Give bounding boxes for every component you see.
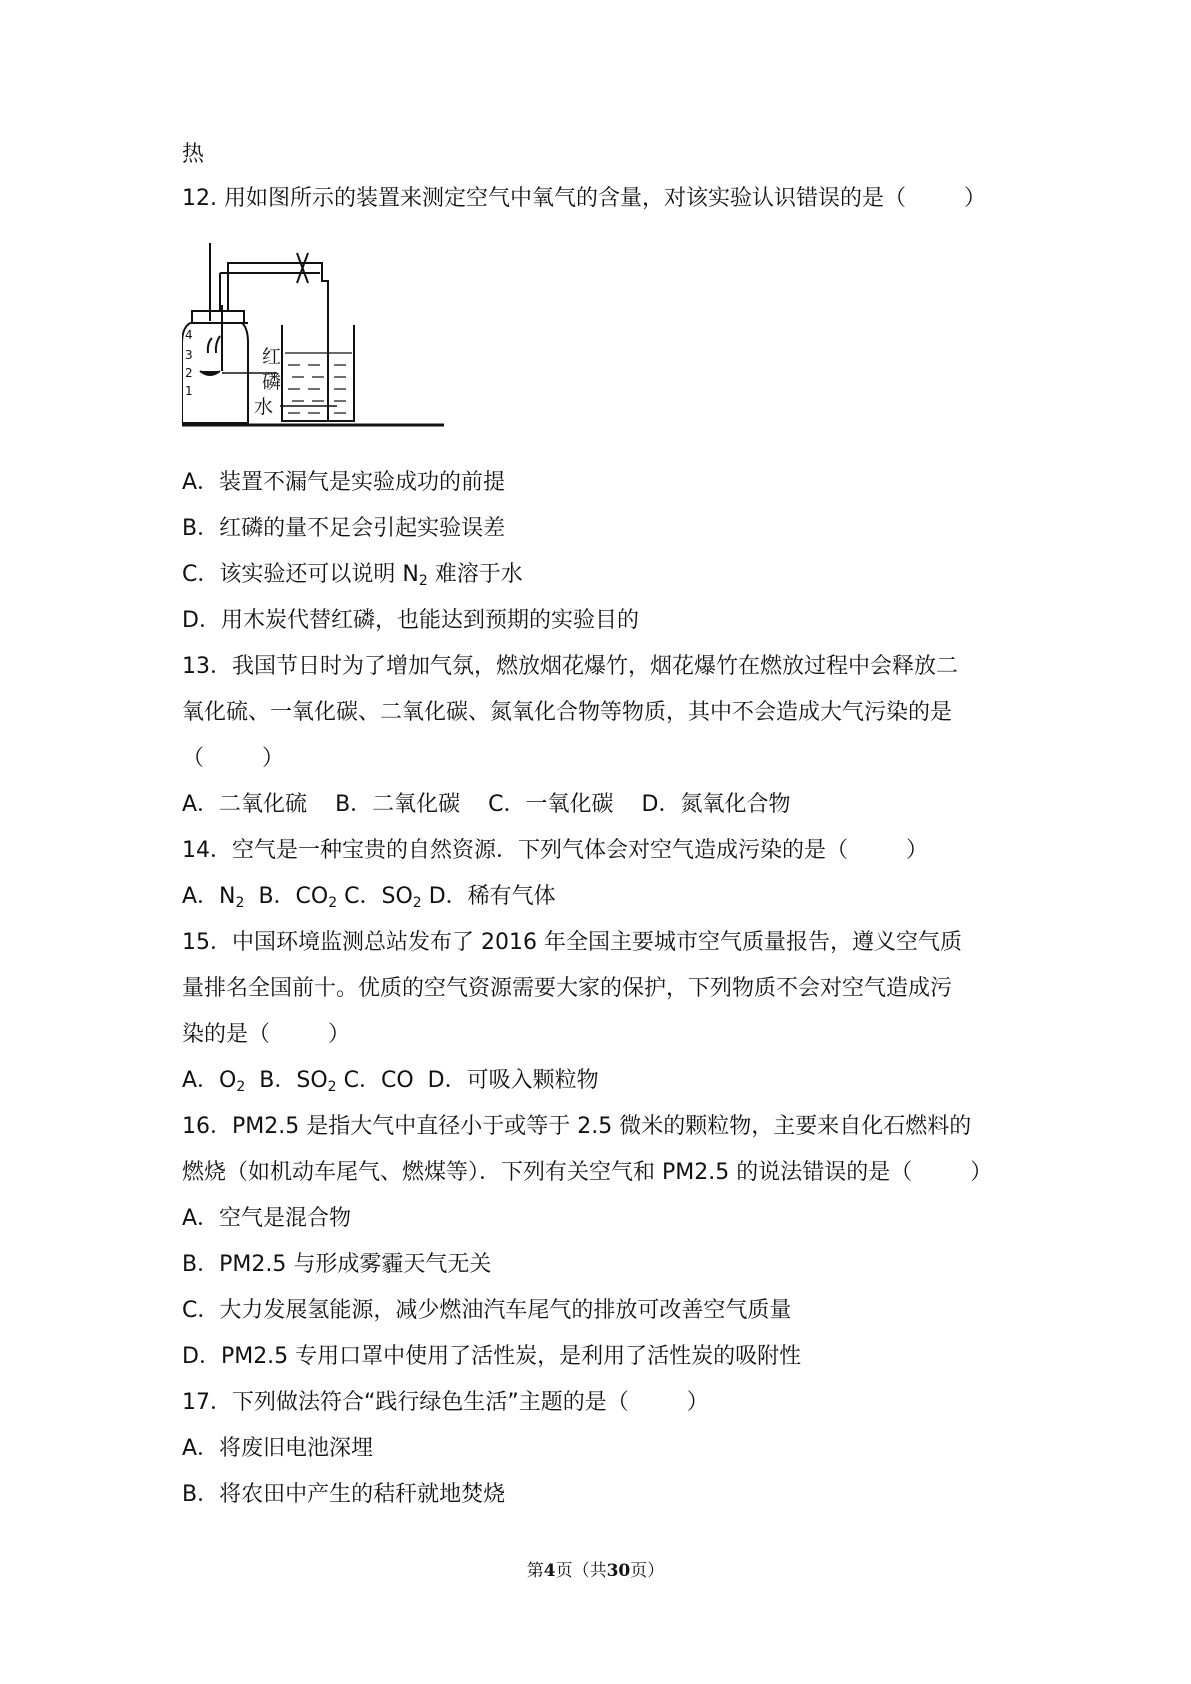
label-phosphorus: 磷: [262, 371, 282, 393]
q12-option-b: B．红磷的量不足会引起实验误差: [182, 516, 506, 541]
q12-option-a: A．装置不漏气是实验成功的前提: [182, 470, 506, 495]
label-water: 水: [254, 396, 274, 418]
q16-option-c: C．大力发展氢能源，减少燃油汽车尾气的排放可改善空气质量: [182, 1298, 792, 1323]
q12-option-c: C．该实验还可以说明 $N_2$ 难溶于水: [182, 562, 523, 589]
oxygen-measurement-apparatus-diagram: [182, 243, 452, 458]
scale-mark-2: 2: [185, 366, 193, 380]
q17-option-a: A．将废旧电池深埋: [182, 1436, 374, 1461]
page-total: 30: [606, 1561, 631, 1581]
label-red: 红: [262, 346, 282, 368]
q13-options: A．二氧化硫 B．二氧化碳 C．一氧化碳 D．氮氧化合物: [182, 792, 791, 817]
question-15-line-2: 量排名全国前十。优质的空气资源需要大家的保护，下列物质不会对空气造成污: [182, 976, 953, 1001]
question-15-line-1: 15．中国环境监测总站发布了 2016 年全国主要城市空气质量报告，遵义空气质: [182, 930, 962, 955]
question-16-line-2: 燃烧（如机动车尾气、燃煤等）．下列有关空气和 PM2.5 的说法错误的是（ ）: [182, 1160, 993, 1185]
q17-option-b: B．将农田中产生的秸秆就地焚烧: [182, 1482, 506, 1507]
scale-mark-4: 4: [185, 328, 193, 342]
question-16-line-1: 16．PM2.5 是指大气中直径小于或等于 2.5 微米的颗粒物，主要来自化石燃料的: [182, 1114, 972, 1139]
question-13-line-3: （ ）: [182, 746, 285, 771]
question-12: 12. 用如图所示的装置来测定空气中氧气的含量，对该实验认识错误的是（ ）: [182, 186, 986, 211]
question-17: 17．下列做法符合“践行绿色生活”主题的是（ ）: [182, 1390, 709, 1415]
q16-option-d: D．PM2.5 专用口罩中使用了活性炭，是利用了活性炭的吸附性: [182, 1344, 802, 1369]
question-13-line-1: 13．我国节日时为了增加气氛，燃放烟花爆竹，烟花爆竹在燃放过程中会释放二: [182, 654, 958, 679]
scale-mark-1: 1: [185, 384, 193, 398]
question-13-line-2: 氧化硫、一氧化碳、二氧化碳、氮氧化合物等物质，其中不会造成大气污染的是: [182, 700, 953, 725]
q16-option-b: B．PM2.5 与形成雾霾天气无关: [182, 1252, 492, 1277]
q16-option-a: A．空气是混合物: [182, 1206, 352, 1231]
question-14: 14．空气是一种宝贵的自然资源．下列气体会对空气造成污染的是（ ）: [182, 838, 929, 863]
q15-options: A．$O_2$ B．$SO_2$ C．CO D．可吸入颗粒物: [182, 1068, 599, 1095]
page-footer: 第4页（共30页）: [526, 1561, 665, 1581]
page-number: 4: [543, 1561, 556, 1581]
q14-options: A．$N_2$ B．$CO_2$ C．$SO_2$ D．稀有气体: [182, 884, 556, 911]
question-15-line-3: 染的是（ ）: [182, 1022, 351, 1047]
continued-text: 热: [182, 142, 205, 167]
scale-mark-3: 3: [185, 348, 193, 362]
q12-option-d: D．用木炭代替红磷，也能达到预期的实验目的: [182, 608, 639, 633]
